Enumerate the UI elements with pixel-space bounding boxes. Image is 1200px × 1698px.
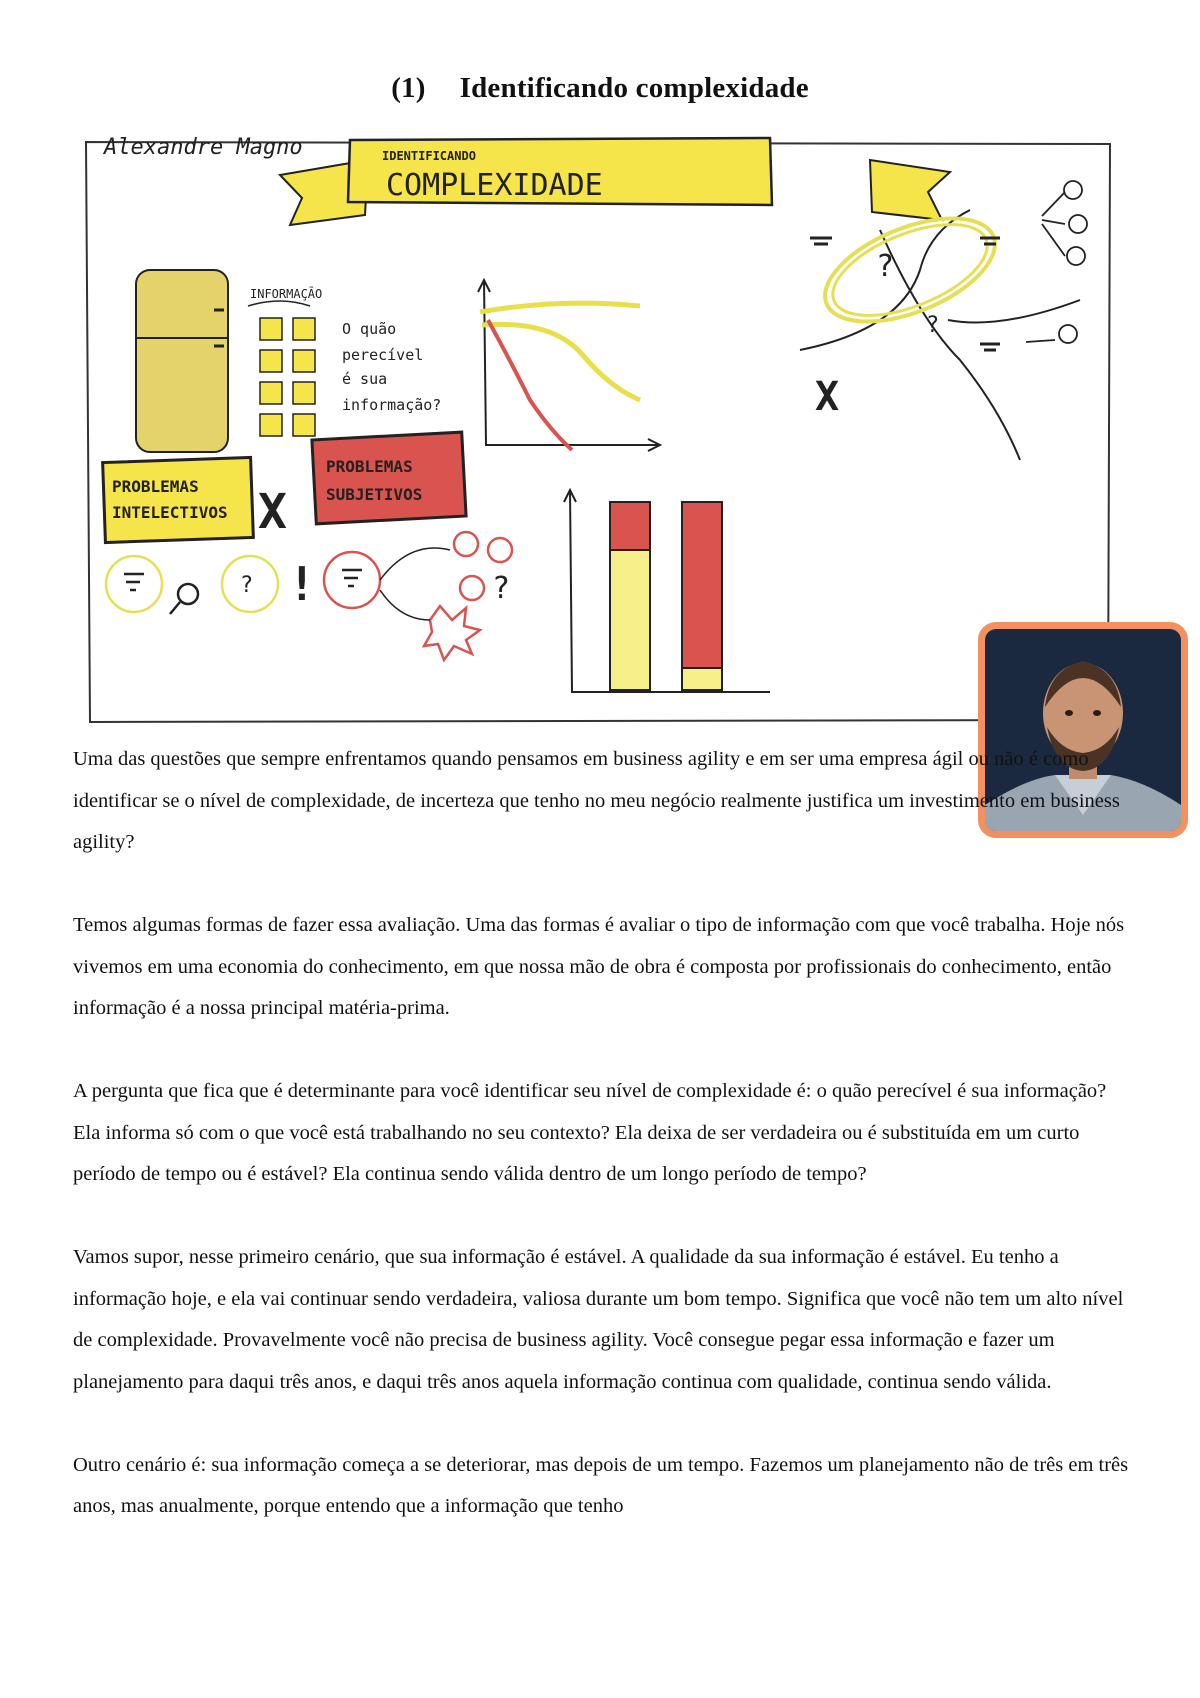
versus-mark: X bbox=[258, 484, 287, 540]
svg-text:informação?: informação? bbox=[342, 396, 442, 414]
svg-text:INTELECTIVOS: INTELECTIVOS bbox=[112, 503, 228, 522]
exclamation-mark: ! bbox=[288, 557, 316, 611]
refrigerator-icon bbox=[136, 270, 228, 452]
decline-line-chart bbox=[478, 280, 660, 451]
tornado-icon bbox=[810, 238, 1000, 350]
banner-small-text: IDENTIFICANDO bbox=[382, 149, 476, 163]
paragraph: Uma das questões que sempre enfrentamos quando pensamos em business agility e em ser uma empresa ágil ou não é como identificar se o nível de complexidade, de incerteza que tenho no meu negócio realmente justifica um investimento em business agility? bbox=[73, 748, 1120, 853]
paragraph: Outro cenário é: sua informação começa a se deteriorar, mas depois de um tempo. Fazemos um planejamento não de três em três anos, mas anualmente, porque entendo que a informação que tenho bbox=[73, 1453, 1129, 1517]
bar-chart-sketch bbox=[564, 490, 770, 692]
svg-text:PROBLEMAS: PROBLEMAS bbox=[112, 477, 199, 496]
svg-text:PROBLEMAS: PROBLEMAS bbox=[326, 457, 413, 476]
author-signature: Alexandre Magno bbox=[104, 135, 303, 160]
article-body bbox=[73, 739, 1133, 1569]
subjective-icons bbox=[324, 532, 512, 660]
heading-title: Identificando complexidade bbox=[459, 72, 809, 104]
problem-box-subjective bbox=[312, 432, 466, 524]
handwritten-note bbox=[342, 320, 441, 414]
paragraph: Temos algumas formas de fazer essa avaliação. Uma das formas é avaliar o tipo de informação com que você trabalha. Hoje nós vivemos em uma economia do conhecimento, em que nossa mão de obra é composta por profissionais do conhecimento, então informação é a nossa principal matéria-prima. bbox=[73, 914, 1125, 1019]
sketch-illustration bbox=[80, 120, 1128, 732]
cynefin-sketch bbox=[800, 181, 1087, 460]
problem-box-intellective bbox=[103, 457, 254, 542]
svg-text:?: ? bbox=[492, 571, 511, 606]
whiteboard-frame bbox=[86, 142, 1110, 722]
chaos-x-mark: X bbox=[815, 374, 840, 420]
info-label: INFORMAÇÃO bbox=[250, 287, 323, 301]
heading-number: (1) bbox=[391, 72, 426, 104]
question-mark: ? bbox=[876, 249, 895, 284]
svg-text:perecível: perecível bbox=[342, 346, 424, 364]
svg-text:?: ? bbox=[240, 573, 254, 598]
paragraph: A pergunta que fica que é determinante para você identificar seu nível de complexidade é: o quão perecível é sua informação? Ela informa só com o que você está trabalhando no seu contexto? Ela deixa de ser verdadeira ou é substituída em um curto período de tempo ou é estável? Ela continua sendo válida dentro de um longo período de tempo? bbox=[73, 1080, 1107, 1185]
lightbulb-icon bbox=[1026, 181, 1087, 343]
section-heading bbox=[0, 72, 1200, 105]
info-squares bbox=[260, 318, 315, 436]
svg-text:SUBJETIVOS: SUBJETIVOS bbox=[326, 485, 423, 504]
svg-text:?: ? bbox=[926, 313, 940, 338]
title-banner bbox=[280, 138, 950, 225]
paragraph: Vamos supor, nesse primeiro cenário, que sua informação é estável. A qualidade da sua informação é estável. Eu tenho a informação hoje, e ela vai continuar sendo verdadeira, valiosa durante um bom tempo. Significa que você não tem um alto nível de complexidade. Provavelmente você não precisa de business agility. Você consegue pegar essa informação e fazer um planejamento para daqui três anos, e daqui três anos aquela informação continua com qualidade, continua sendo válida. bbox=[73, 1246, 1124, 1393]
intellective-icons bbox=[106, 556, 278, 614]
banner-large-text: COMPLEXIDADE bbox=[386, 168, 603, 203]
svg-text:O quão: O quão bbox=[342, 320, 397, 338]
svg-text:é sua: é sua bbox=[342, 370, 388, 388]
